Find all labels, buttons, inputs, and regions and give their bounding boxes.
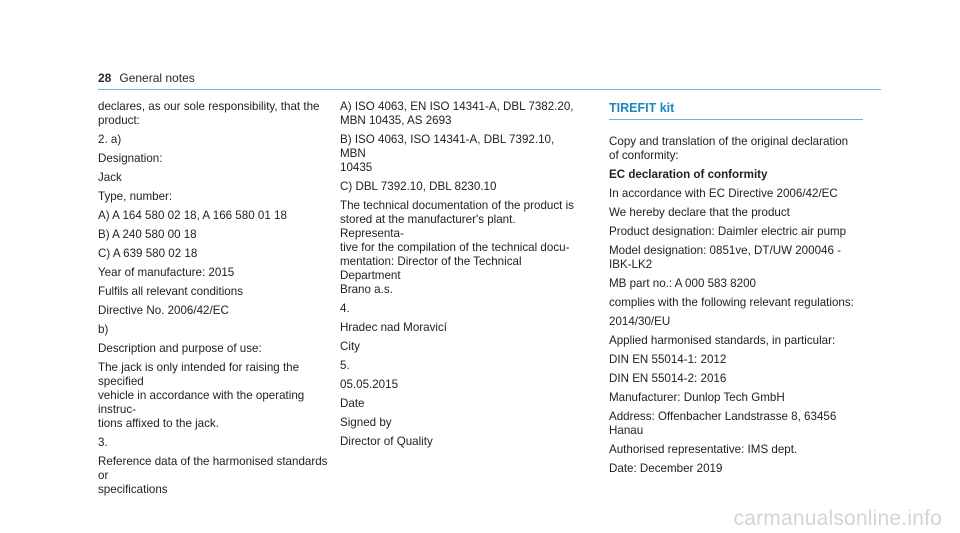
paragraph: In accordance with EC Directive 2006/42/EC [609,187,838,200]
column-1 [98,100,330,502]
paragraph: The jack is only intended for raising the specified vehicle in accordance with the operating instruc- tions affixed to the jack. [98,361,305,430]
paragraph: C) A 639 580 02 18 [98,247,198,260]
paragraph: Signed by [340,416,392,429]
paragraph: We hereby declare that the product [609,206,790,219]
header-divider [98,89,881,90]
paragraph: A) A 164 580 02 18, A 166 580 01 18 [98,209,287,222]
page-header [98,71,195,85]
paragraph: Reference data of the harmonised standards or specifications [98,455,328,496]
paragraph: The technical documentation of the product is stored at the manufacturer's plant. Representa- tive for the compilation of the technical docu- mentation: Director of the Technical Department Brano a.s. [340,199,574,296]
paragraph: 2. a) [98,133,122,146]
paragraph: declares, as our sole responsibility, that the product: [98,100,320,127]
ec-declaration-heading: EC declaration of conformity [609,168,768,181]
column-3 [609,135,867,481]
paragraph: Manufacturer: Dunlop Tech GmbH [609,391,785,404]
paragraph: DIN EN 55014-1: 2012 [609,353,727,366]
paragraph: Copy and translation of the original declaration of conformity: [609,135,849,162]
column-2 [340,100,580,454]
paragraph: 4. [340,302,350,315]
tirefit-heading-divider [609,119,863,120]
paragraph: 5. [340,359,350,372]
paragraph: Year of manufacture: 2015 [98,266,235,279]
paragraph: Director of Quality [340,435,433,448]
paragraph: Designation: [98,152,163,165]
paragraph: Jack [98,171,122,184]
paragraph: Date [340,397,365,410]
section-title: General notes [119,71,195,85]
paragraph: Date: December 2019 [609,462,723,475]
paragraph: DIN EN 55014-2: 2016 [609,372,727,385]
page-number: 28 [98,71,112,85]
paragraph: complies with the following relevant regulations: [609,296,854,309]
paragraph: Model designation: 0851ve, DT/UW 200046 - IBK-LK2 [609,244,842,271]
watermark: carmanualsonline.info [733,507,942,530]
paragraph: Type, number: [98,190,173,203]
paragraph: B) ISO 4063, ISO 14341-A, DBL 7392.10, MBN 10435 [340,133,555,174]
paragraph: Fulfils all relevant conditions [98,285,243,298]
paragraph: Address: Offenbacher Landstrasse 8, 63456 Hanau [609,410,837,437]
paragraph: Applied harmonised standards, in particular: [609,334,836,347]
paragraph: Description and purpose of use: [98,342,262,355]
paragraph: City [340,340,360,353]
paragraph: A) ISO 4063, EN ISO 14341-A, DBL 7382.20, MBN 10435, AS 2693 [340,100,574,127]
paragraph: Directive No. 2006/42/EC [98,304,229,317]
paragraph: C) DBL 7392.10, DBL 8230.10 [340,180,497,193]
paragraph: 3. [98,436,108,449]
paragraph: 2014/30/EU [609,315,671,328]
paragraph: 05.05.2015 [340,378,399,391]
paragraph: b) [98,323,109,336]
tirefit-kit-heading: TIREFIT kit [609,101,675,115]
paragraph: Product designation: Daimler electric air pump [609,225,847,238]
paragraph: Hradec nad Moravicí [340,321,447,334]
paragraph: Authorised representative: IMS dept. [609,443,798,456]
paragraph: MB part no.: A 000 583 8200 [609,277,756,290]
paragraph: B) A 240 580 00 18 [98,228,197,241]
